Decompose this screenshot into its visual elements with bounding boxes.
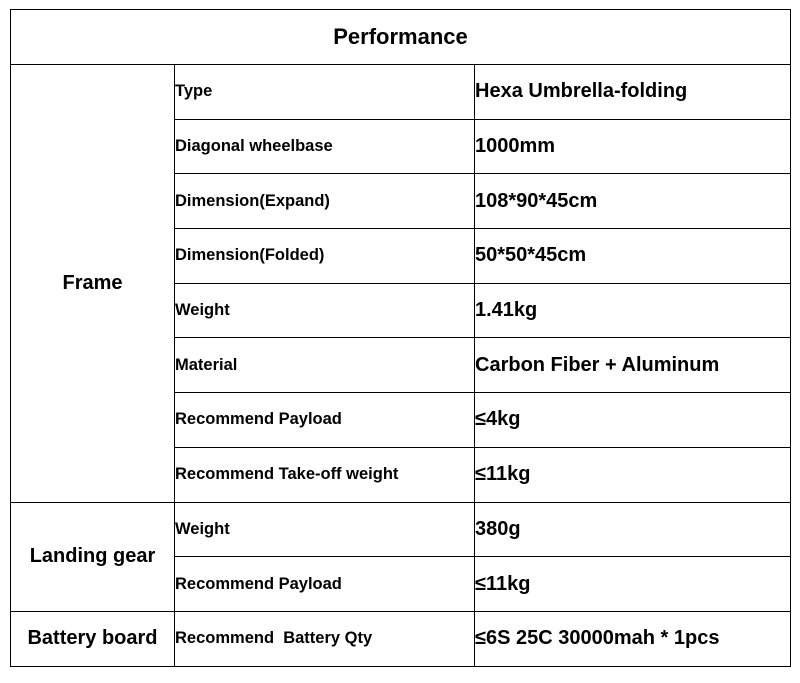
table-row [11,502,791,557]
spec-label: Recommend Payload [175,393,475,448]
spec-label: Type [175,65,475,120]
spec-value: ≤11kg [475,447,791,502]
spec-value: ≤6S 25C 30000mah * 1pcs [475,611,791,666]
spec-label: Dimension(Folded) [175,229,475,284]
spec-label: Recommend Take-off weight [175,447,475,502]
spec-label: Weight [175,502,475,557]
table-header-row [11,10,791,65]
spec-value: 1000mm [475,119,791,174]
spec-value: Hexa Umbrella-folding [475,65,791,120]
spec-label: Recommend Battery Qty [175,611,475,666]
spec-value: Carbon Fiber + Aluminum [475,338,791,393]
spec-value: 1.41kg [475,283,791,338]
spec-value: 50*50*45cm [475,229,791,284]
spec-value: 108*90*45cm [475,174,791,229]
group-label: Frame [11,65,175,503]
spec-label: Recommend Payload [175,557,475,612]
spec-label: Dimension(Expand) [175,174,475,229]
performance-spec-table [10,9,791,667]
group-label: Landing gear [11,502,175,611]
spec-value: ≤4kg [475,393,791,448]
table-row [11,611,791,666]
spec-label: Material [175,338,475,393]
spec-value: ≤11kg [475,557,791,612]
spec-value: 380g [475,502,791,557]
table-title: Performance [11,10,791,65]
spec-label: Weight [175,283,475,338]
group-label: Battery board [11,611,175,666]
table-row [11,65,791,120]
table-body [11,65,791,667]
spec-label: Diagonal wheelbase [175,119,475,174]
